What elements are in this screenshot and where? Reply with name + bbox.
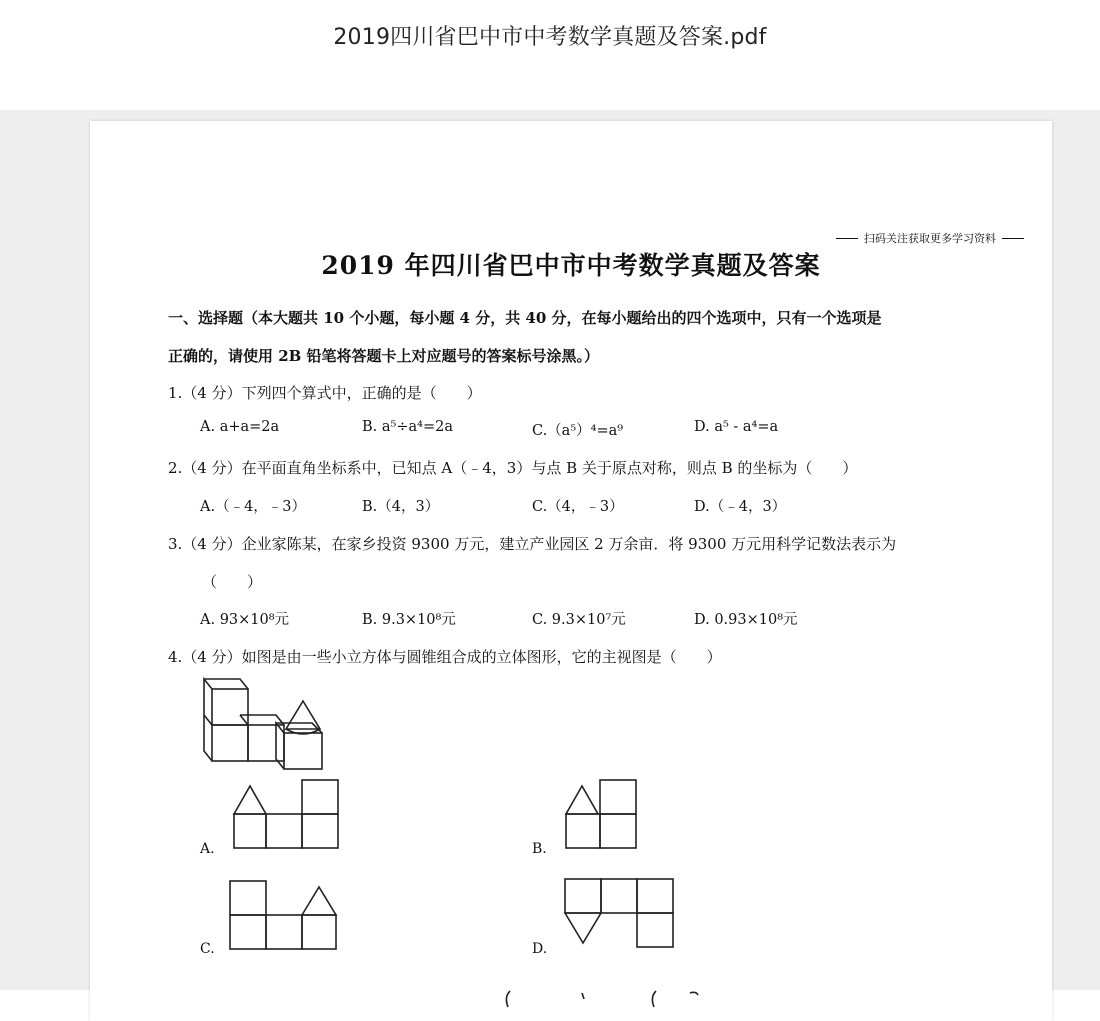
section-heading-line2: 正确的，请使用 2B 铅笔将答题卡上对应题号的答案标号涂黑。）: [168, 347, 600, 365]
q4-option-c-figure: [228, 877, 340, 953]
question-2-option-a: A.（﹣4，﹣3）: [200, 499, 307, 515]
question-1-option-c: C.（a⁵）⁴=a⁹: [532, 423, 624, 439]
question-3-paren: （ ）: [202, 573, 263, 591]
question-3-option-c: C. 9.3×10⁷元: [532, 612, 626, 628]
q4-option-a-label: A.: [200, 841, 215, 857]
question-3-option-b: B. 9.3×10⁸元: [362, 612, 456, 628]
question-4-stem: 4.（4 分）如图是由一些小立方体与圆锥组合成的立体图形，它的主视图是（ ）: [168, 648, 722, 666]
watermark-text: 扫码关注获取更多学习资料: [864, 232, 996, 245]
q4-solid-figure: [200, 671, 340, 771]
question-1-option-d: D. a⁵ - a⁴=a: [694, 419, 779, 435]
question-2-stem: 2.（4 分）在平面直角坐标系中，已知点 A（﹣4，3）与点 B 关于原点对称，则点 B 的坐标为（ ）: [168, 459, 858, 477]
question-3-stem: 3.（4 分）企业家陈某，在家乡投资 9300 万元，建立产业园区 2 万余亩．将 9300 万元用科学记数法表示为: [168, 535, 897, 553]
q4-option-d-label: D.: [532, 941, 548, 957]
q4-option-d-figure: [562, 875, 678, 955]
question-2-option-d: D.（﹣4，3）: [694, 499, 787, 515]
section-heading-line1: 一、选择题（本大题共 10 个小题，每小题 4 分，共 40 分，在每小题给出的四个选项中，只有一个选项是: [168, 309, 882, 327]
question-3-option-d: D. 0.93×10⁸元: [694, 612, 798, 628]
watermark-rule-right: [1002, 238, 1024, 239]
pdf-page: [90, 121, 1052, 1021]
q4-option-a-figure: [230, 776, 342, 852]
question-2-option-b: B.（4，3）: [362, 499, 440, 515]
question-3-option-a: A. 93×10⁸元: [200, 612, 290, 628]
document-filename: 2019四川省巴中市中考数学真题及答案.pdf: [333, 25, 767, 50]
next-content-fragment: [490, 989, 730, 1009]
watermark: [836, 230, 1024, 246]
q4-option-b-label: B.: [532, 841, 547, 857]
question-1-stem: 1.（4 分）下列四个算式中，正确的是（ ）: [168, 384, 482, 402]
q4-option-c-label: C.: [200, 941, 215, 957]
watermark-rule-left: [836, 238, 858, 239]
document-title: 2019 年四川省巴中市中考数学真题及答案: [321, 251, 821, 280]
q4-option-b-figure: [562, 776, 642, 852]
question-1-option-a: A. a+a=2a: [200, 419, 280, 435]
question-1-option-b: B. a⁵÷a⁴=2a: [362, 419, 453, 435]
pdf-viewer[interactable]: [0, 110, 1100, 990]
question-2-option-c: C.（4，﹣3）: [532, 499, 624, 515]
viewer-header: [0, 0, 1100, 110]
